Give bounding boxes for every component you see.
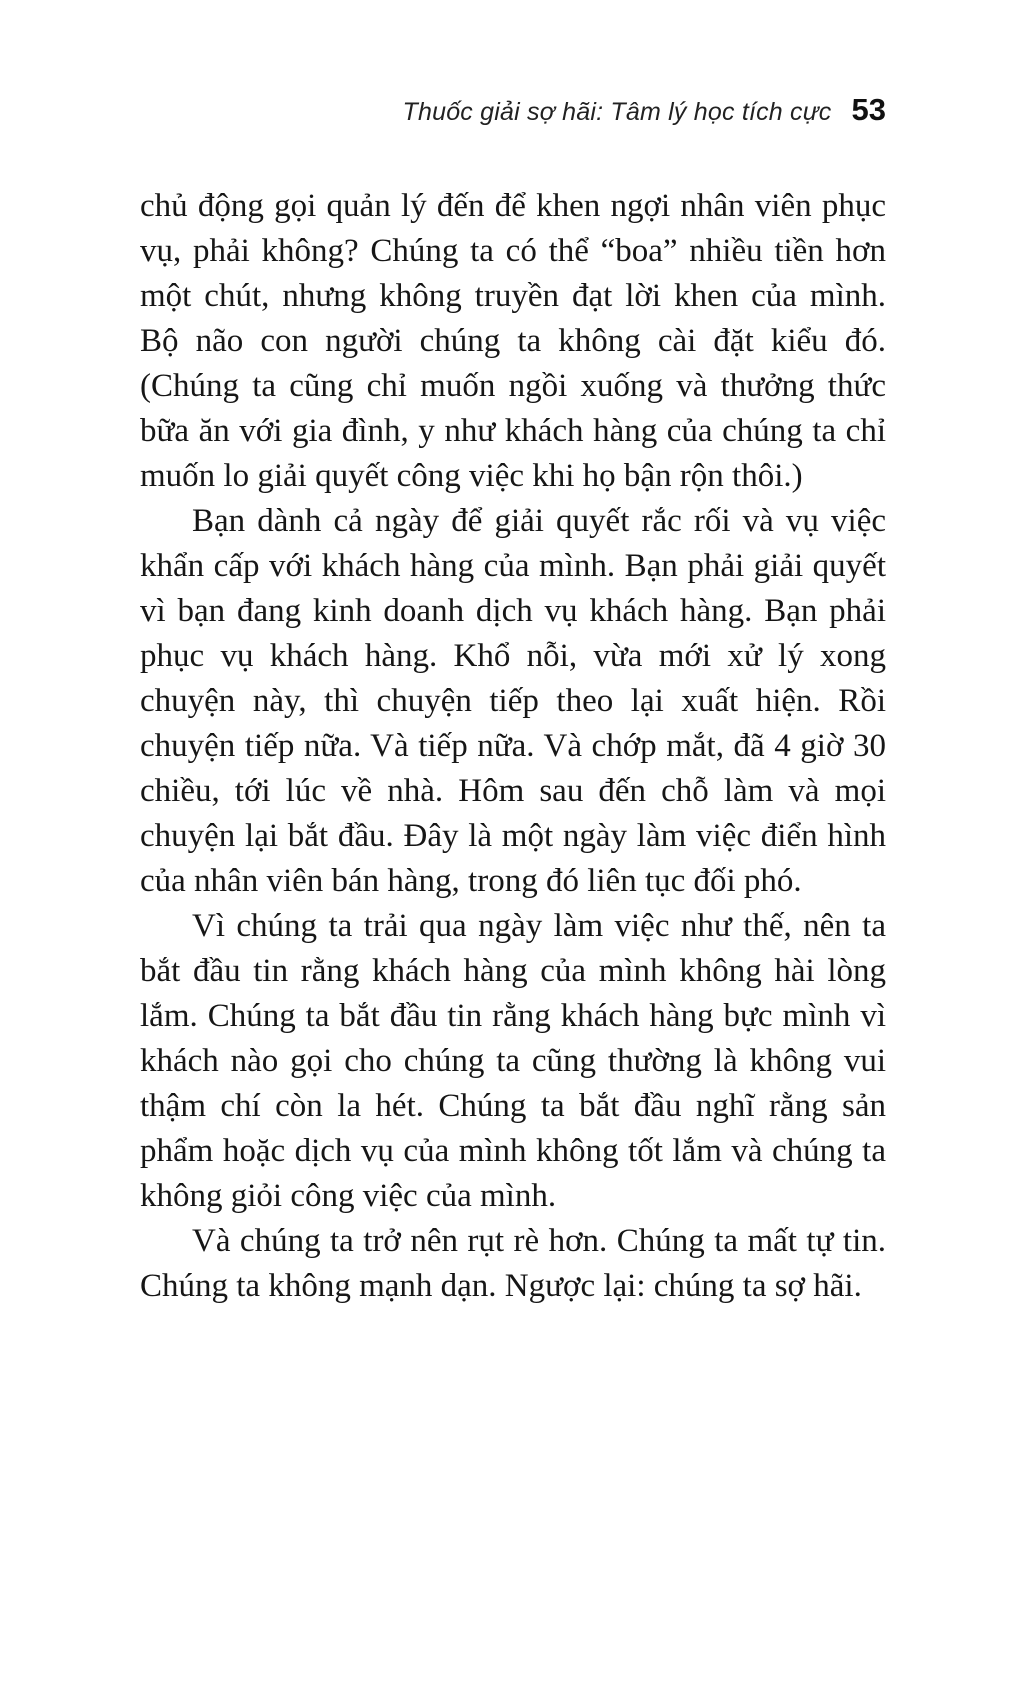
running-header (140, 92, 886, 128)
book-page (0, 92, 1024, 1707)
page-number: 53 (851, 92, 886, 127)
paragraph-continuation: chủ động gọi quản lý đến để khen ngợi nhân viên phục vụ, phải không? Chúng ta có thể “boa” nhiều tiền hơn một chút, nhưng không truyền đạt lời khen của mình. Bộ não con người chúng ta không cài đặt kiểu đó. (Chúng ta cũng chỉ muốn ngồi xuống và thưởng thức bữa ăn với gia đình, y như khách hàng của chúng ta chỉ muốn lo giải quyết công việc khi họ bận rộn thôi.) (140, 188, 886, 494)
body-text (140, 184, 886, 1309)
running-title: Thuốc giải sợ hãi: Tâm lý học tích cực (402, 98, 832, 126)
paragraph: Vì chúng ta trải qua ngày làm việc như thế, nên ta bắt đầu tin rằng khách hàng của mình không hài lòng lắm. Chúng ta bắt đầu tin rằng khách hàng bực mình vì khách nào gọi cho chúng ta cũng thường là không vui thậm chí còn la hét. Chúng ta bắt đầu nghĩ rằng sản phẩm hoặc dịch vụ của mình không tốt lắm và chúng ta không giỏi công việc của mình. (140, 908, 886, 1214)
paragraph: Và chúng ta trở nên rụt rè hơn. Chúng ta mất tự tin. Chúng ta không mạnh dạn. Ngược lại: chúng ta sợ hãi. (140, 1223, 886, 1304)
paragraph: Bạn dành cả ngày để giải quyết rắc rối và vụ việc khẩn cấp với khách hàng của mình. Bạn phải giải quyết vì bạn đang kinh doanh dịch vụ khách hàng. Bạn phải phục vụ khách hàng. Khổ nỗi, vừa mới xử lý xong chuyện này, thì chuyện tiếp theo lại xuất hiện. Rồi chuyện tiếp nữa. Và tiếp nữa. Và chớp mắt, đã 4 giờ 30 chiều, tới lúc về nhà. Hôm sau đến chỗ làm và mọi chuyện lại bắt đầu. Đây là một ngày làm việc điển hình của nhân viên bán hàng, trong đó liên tục đối phó. (140, 503, 886, 899)
